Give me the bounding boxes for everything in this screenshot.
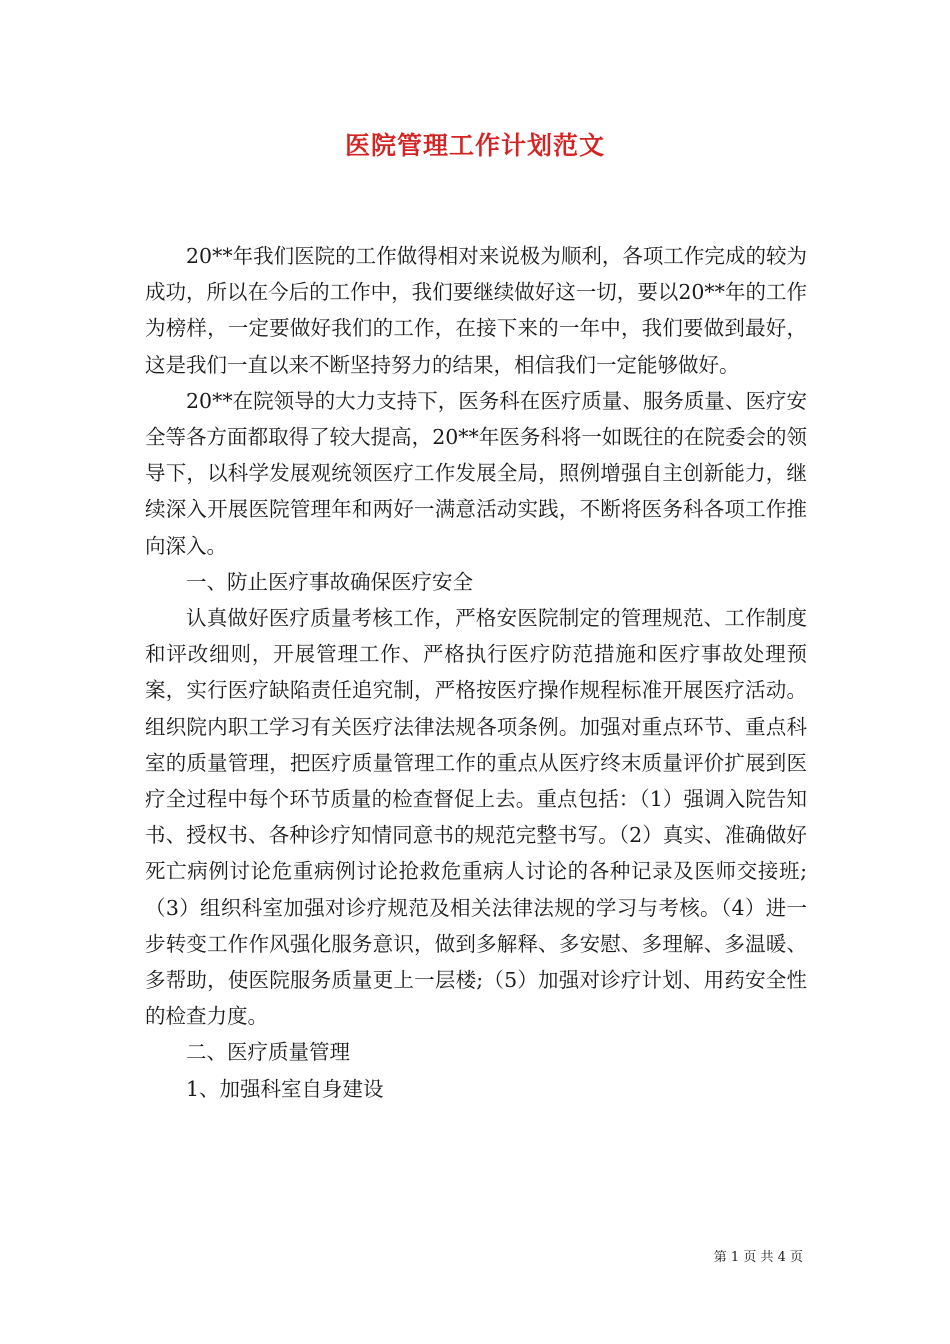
section-heading-2: 二、医疗质量管理 <box>186 1040 350 1065</box>
document-title: 医院管理工作计划范文 <box>344 131 605 160</box>
paragraph-intro: 20**年我们医院的工作做得相对来说极为顺利，各项工作完成的较为成功，所以在今后的工作中，我们要继续做好这一切，要以20**年的工作为榜样，一定要做好我们的工作，在接下来的一年中，我们要做到最好，这是我们一直以来不断坚持努力的结果，相信我们一定能够做好。 <box>145 244 807 377</box>
section-heading-1: 一、防止医疗事故确保医疗安全 <box>186 569 473 594</box>
subsection-heading-1: 1、加强科室自身建设 <box>186 1076 384 1101</box>
page-number-footer: 第 1 页 共 4 页 <box>713 1250 803 1265</box>
document-body <box>145 238 807 1107</box>
paragraph-section-1: 认真做好医疗质量考核工作，严格安医院制定的管理规范、工作制度和评改细则，开展管理工作、严格执行医疗防范措施和医疗事故处理预案，实行医疗缺陷责任追究制，严格按医疗操作规程标准开展医疗活动。组织院内职工学习有关医疗法律法规各项条例。加强对重点环节、重点科室的质量管理，把医疗质量管理工作的重点从医疗终末质量评价扩展到医疗全过程中每个环节质量的检查督促上去。重点包括：（1）强调入院告知书、授权书、各种诊疗知情同意书的规范完整书写。（2）真实、准确做好死亡病例讨论危重病例讨论抢救危重病人讨论的各种记录及医师交接班;（3）组织科室加强对诊疗规范及相关法律法规的学习与考核。（4）进一步转变工作作风强化服务意识，做到多解释、多安慰、多理解、多温暖、多帮助，使医院服务质量更上一层楼;（5）加强对诊疗计划、用药安全性的检查力度。 <box>145 606 807 1029</box>
paragraph-summary: 20**在院领导的大力支持下，医务科在医疗质量、服务质量、医疗安全等各方面都取得了较大提高，20**年医务科将一如既往的在院委会的领导下，以科学发展观统领医疗工作发展全局，照例增强自主创新能力，继续深入开展医院管理年和两好一满意活动实践，不断将医务科各项工作推向深入。 <box>145 388 807 558</box>
